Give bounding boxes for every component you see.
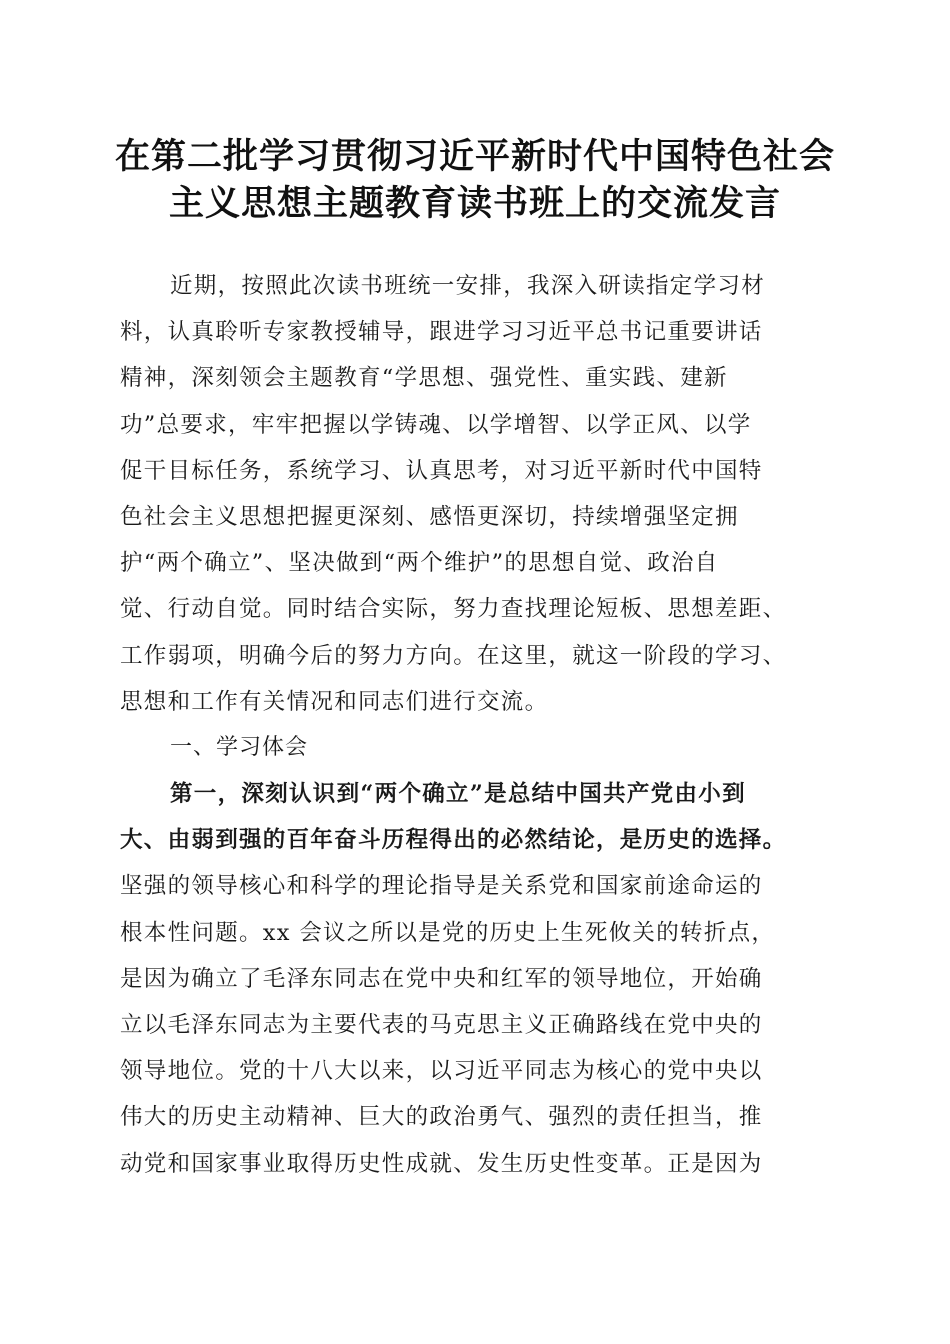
paragraph-line: 是因为确立了毛泽东同志在党中央和红军的领导地位，开始确 — [120, 965, 763, 992]
paragraph-line: 动党和国家事业取得历史性成就、发生历史性变革。正是因为 — [120, 1150, 763, 1177]
paragraph-line: 功”总要求，牢牢把握以学铸魂、以学增智、以学正风、以学 — [120, 411, 752, 438]
paragraph-line: 护“两个确立”、坚决做到“两个维护”的思想自觉、政治自 — [120, 550, 719, 577]
document-title — [100, 134, 850, 228]
title-line-2: 主义思想主题教育读书班上的交流发言 — [168, 184, 781, 224]
paragraph-line: 思想和工作有关情况和同志们进行交流。 — [120, 688, 549, 715]
paragraph-line-bold: 第一，深刻认识到“两个确立”是总结中国共产党由小到 — [170, 781, 746, 808]
paragraph-line: 料，认真聆听专家教授辅导，跟进学习习近平总书记重要讲话 — [120, 319, 763, 346]
paragraph-line: 色社会主义思想把握更深刻、感悟更深切，持续增强坚定拥 — [120, 503, 739, 530]
paragraph-line: 伟大的历史主动精神、巨大的政治勇气、强烈的责任担当，推 — [120, 1104, 763, 1131]
paragraph-line: 觉、行动自觉。同时结合实际，努力查找理论短板、思想差距、 — [120, 596, 787, 623]
paragraph-line: 领导地位。党的十八大以来，以习近平同志为核心的党中央以 — [120, 1058, 763, 1085]
paragraph-line: 立以毛泽东同志为主要代表的马克思主义正确路线在党中央的 — [120, 1012, 763, 1038]
paragraph-line: 工作弱项，明确今后的努力方向。在这里，就这一阶段的学习、 — [120, 642, 787, 669]
title-line-1: 在第二批学习贯彻习近平新时代中国特色社会 — [114, 137, 835, 177]
paragraph-line-bold: 大、由弱到强的百年奋斗历程得出的必然结论，是历史的选择。 — [120, 827, 787, 854]
paragraph-line: 坚强的领导核心和科学的理论指导是关系党和国家前途命运的 — [120, 873, 763, 900]
paragraph-line: 精神，深刻领会主题教育“学思想、强党性、重实践、建新 — [120, 365, 728, 392]
document-body — [120, 263, 840, 1187]
section-heading: 一、学习体会 — [170, 734, 309, 760]
paragraph-line: 近期，按照此次读书班统一安排，我深入研读指定学习材 — [170, 273, 766, 299]
paragraph-line: 根本性问题。xx 会议之所以是党的历史上生死攸关的转折点， — [120, 919, 776, 946]
paragraph-line: 促干目标任务，系统学习、认真思考，对习近平新时代中国特 — [120, 457, 763, 484]
